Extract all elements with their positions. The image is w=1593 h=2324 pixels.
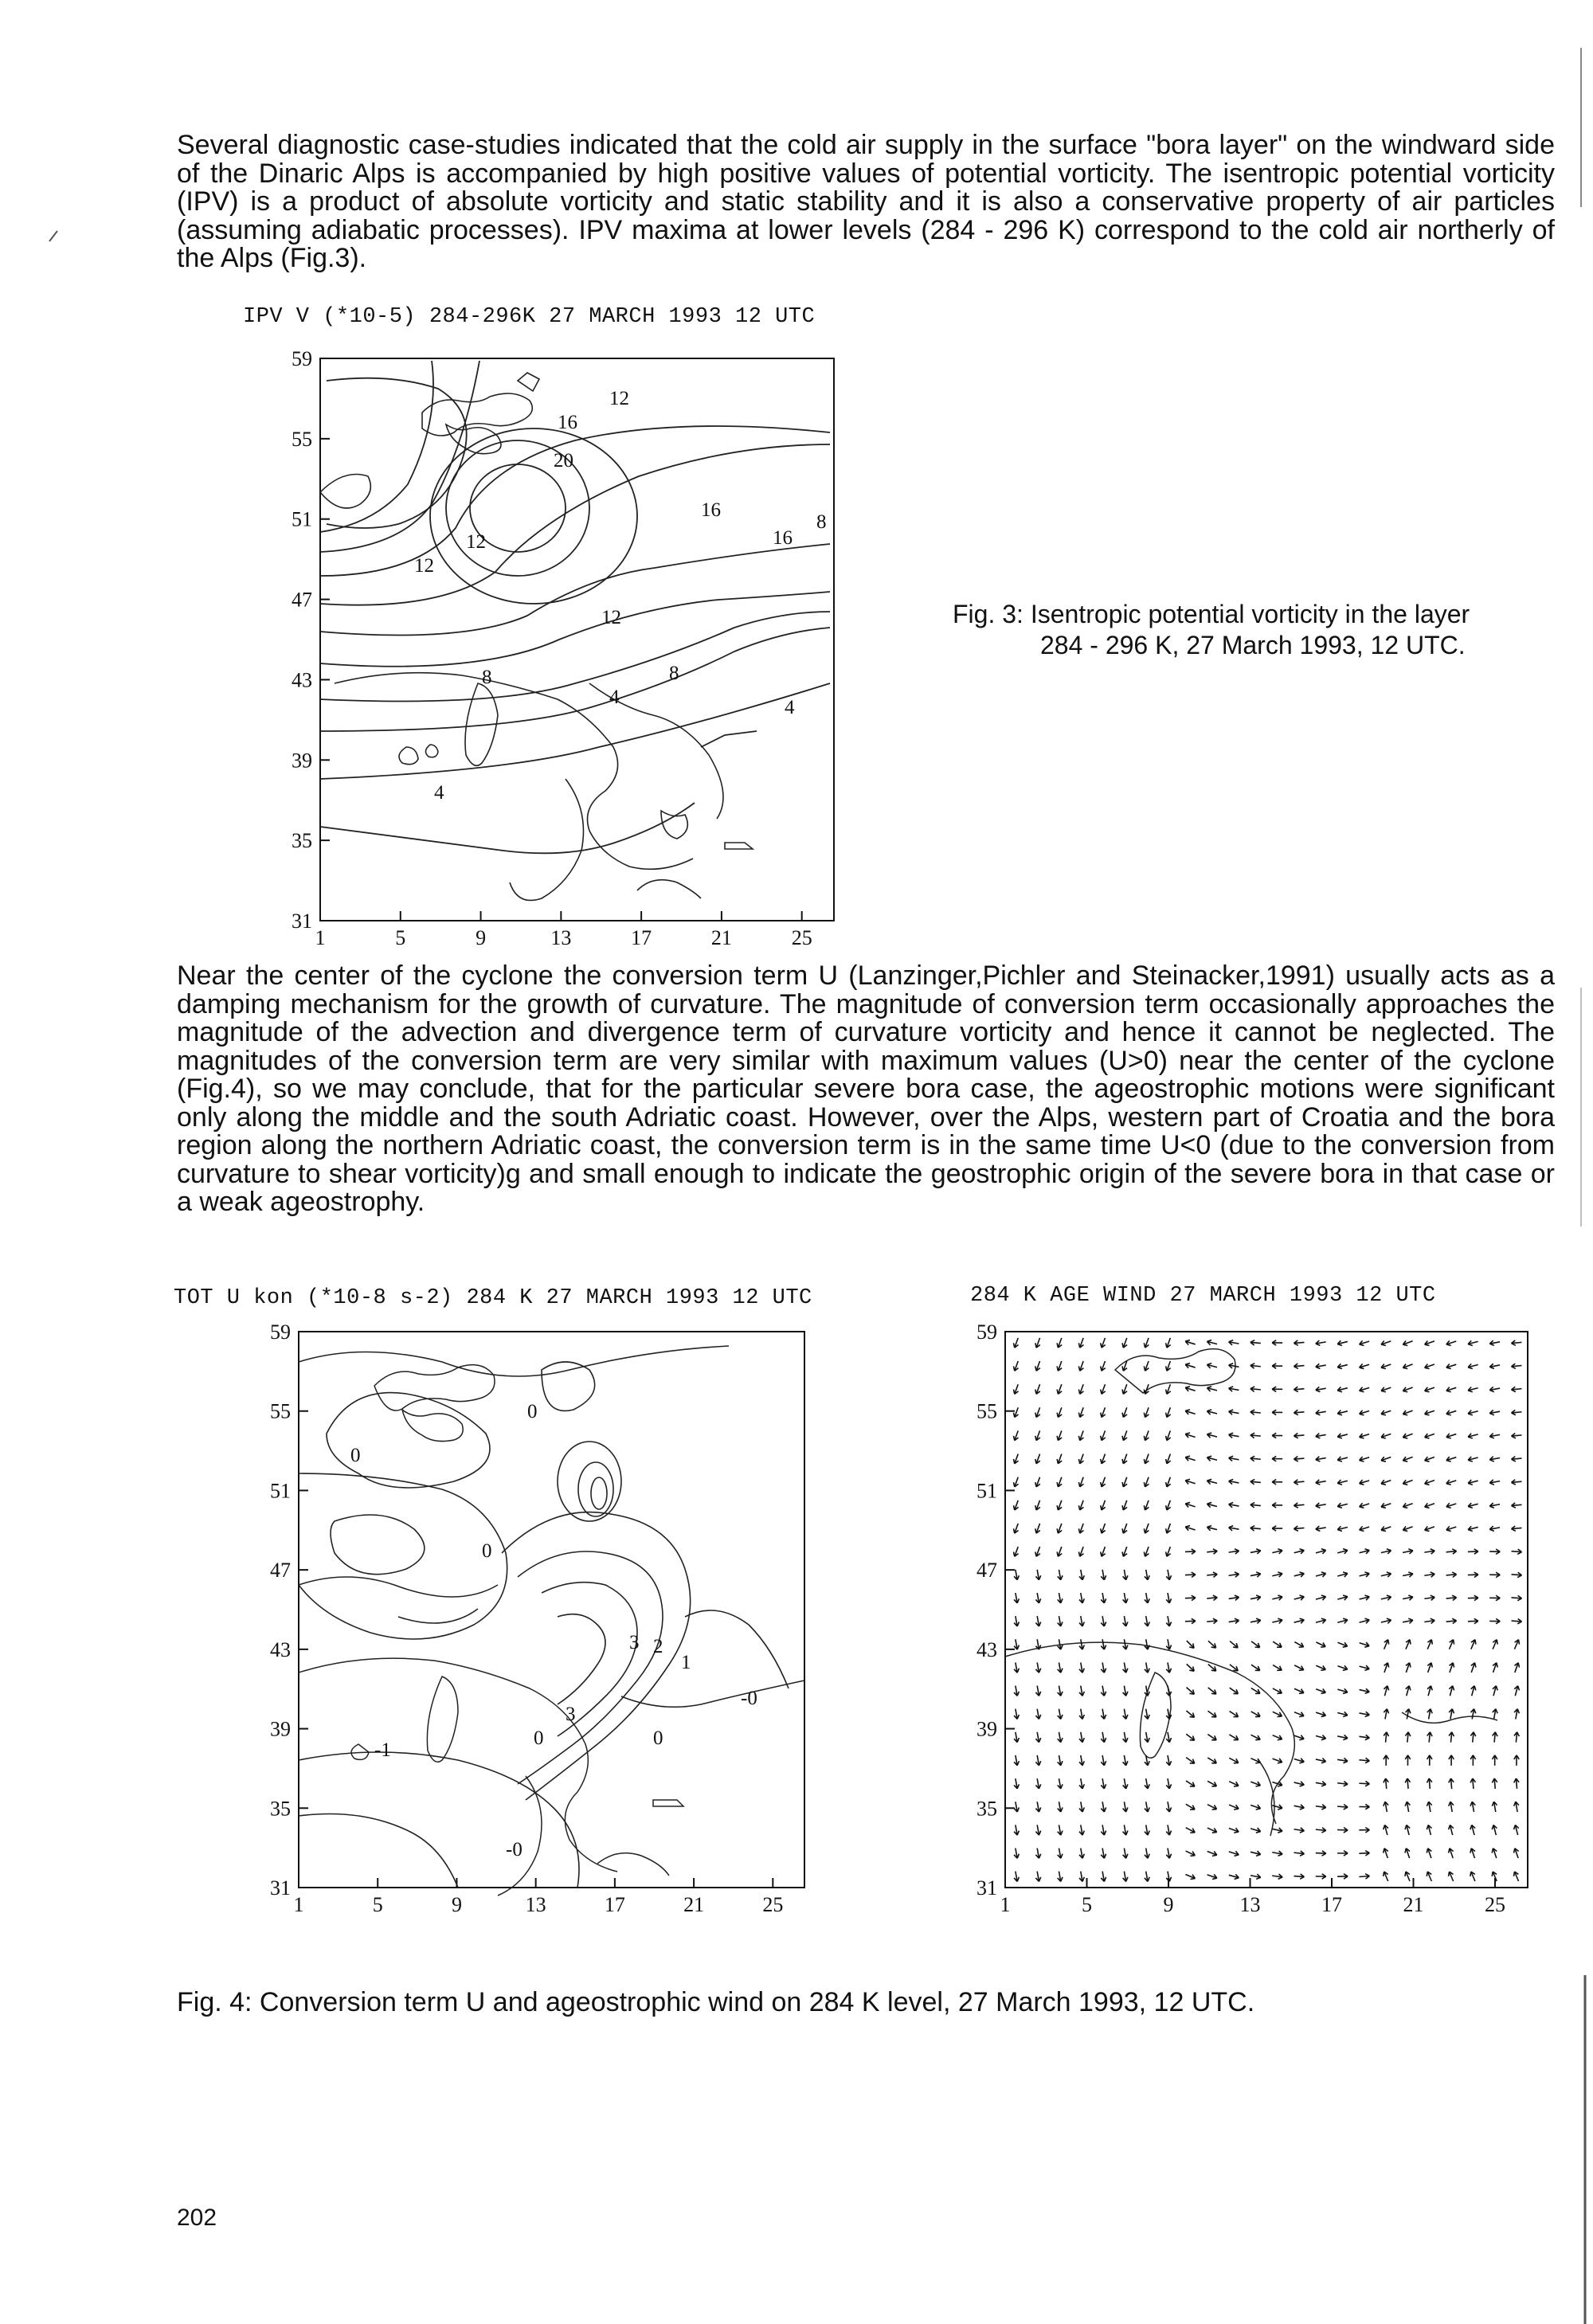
fig4a-contour-label: -0 bbox=[506, 1839, 523, 1860]
paragraph-conversion-term-text: Near the center of the cyclone the conversion term U (Lanzinger,Pichler and Steinacker,1991) usually acts as a damping mechanism for the growth of curvature. The magnitude of conversion term occasionally approaches the magnitude of the advection and divergence term of curvature vorticity and hence it cannot be neglected. The magnitudes of the conversion term are very similar with maximum values (U>0) near the center of the cyclone (Fig.4), so we may conclude, that for the particular severe bora case, the ageostrophic motions were significant only along the middle and the south Adriatic coast. However, over the Alps, western part of Croatia and the bora region along the northern Adriatic coast, the conversion term is in the same time U<0 (due to the conversion from curvature to shear vorticity)g and small enough to indicate the geostrophic origin of the severe bora in that case or a weak ageostrophy. bbox=[177, 961, 1555, 1217]
fig4b-x-tick-label: 1 bbox=[1000, 1893, 1011, 1916]
fig3-x-tick-label: 25 bbox=[791, 926, 812, 949]
fig4a-y-tick-label: 39 bbox=[270, 1717, 291, 1741]
fig4b-y-tick-label: 43 bbox=[977, 1637, 997, 1661]
fig3-x-tick-label: 13 bbox=[550, 926, 572, 949]
fig4a-y-tick-label: 31 bbox=[270, 1876, 291, 1899]
fig3-y-tick-label: 31 bbox=[292, 910, 312, 933]
fig3-x-tick-label: 17 bbox=[631, 926, 652, 949]
fig4-caption: Fig. 4: Conversion term U and ageostrophic wind on 284 K level, 27 March 1993, 12 UTC. bbox=[177, 1987, 1255, 2017]
fig4a-y-tick-label: 43 bbox=[270, 1637, 291, 1661]
fig4a-y-tick-label: 35 bbox=[270, 1797, 291, 1821]
fig4a-x-tick-label: 13 bbox=[525, 1893, 546, 1916]
fig3-caption-line2: 284 - 296 K, 27 March 1993, 12 UTC. bbox=[1040, 631, 1466, 659]
fig4a-plot-title: TOT U kon (*10-8 s-2) 284 K 27 MARCH 1993 12 UTC bbox=[174, 1286, 812, 1310]
fig3-y-tick-label: 47 bbox=[292, 588, 312, 612]
fig4b-x-tick-label: 9 bbox=[1163, 1893, 1174, 1916]
fig4a-y-tick-label: 55 bbox=[270, 1399, 291, 1423]
fig4b-y-tick-label: 51 bbox=[977, 1479, 997, 1503]
fig3-contour-label: 12 bbox=[414, 555, 434, 577]
fig4b-y-tick-label: 39 bbox=[977, 1717, 997, 1741]
fig4a-contour-label: 2 bbox=[653, 1636, 663, 1657]
fig3-contour-label: 12 bbox=[609, 388, 629, 409]
fig3-contour-label: 16 bbox=[558, 412, 577, 433]
fig4b-plot-title: 284 K AGE WIND 27 MARCH 1993 12 UTC bbox=[970, 1284, 1436, 1308]
fig4a-contour-label: 0 bbox=[527, 1401, 538, 1422]
fig4a-contour-label: -1 bbox=[374, 1739, 391, 1761]
fig3-contour-label: 12 bbox=[466, 531, 486, 553]
fig3-y-tick-label: 51 bbox=[292, 507, 312, 531]
fig3-contour-label: 20 bbox=[554, 450, 573, 471]
fig4a-x-tick-label: 5 bbox=[372, 1893, 383, 1916]
fig3-contour-label: 16 bbox=[773, 527, 793, 549]
fig4a-y-tick-label: 59 bbox=[270, 1320, 291, 1344]
fig3-contour-label: 16 bbox=[701, 499, 721, 521]
fig4b-x-tick-label: 17 bbox=[1321, 1893, 1342, 1916]
fig4a-contour-label: 3 bbox=[629, 1632, 640, 1653]
fig4a-x-tick-label: 9 bbox=[451, 1893, 462, 1916]
fig4b-x-tick-label: 21 bbox=[1403, 1893, 1424, 1916]
fig4a-contour-label: -0 bbox=[741, 1688, 757, 1709]
fig3-contour-label: 12 bbox=[601, 607, 621, 628]
fig3-y-tick-label: 35 bbox=[292, 829, 312, 853]
fig3-contour-label: 8 bbox=[816, 511, 827, 533]
fig4b-y-tick-label: 31 bbox=[977, 1876, 997, 1899]
fig4b-x-tick-label: 25 bbox=[1485, 1893, 1505, 1916]
fig3-x-tick-label: 21 bbox=[710, 926, 732, 949]
fig4a-contour-label: 1 bbox=[681, 1652, 691, 1673]
fig4a-contour-label: 0 bbox=[482, 1540, 492, 1562]
fig4a-contour-label: 0 bbox=[653, 1727, 663, 1749]
fig4a-y-tick-label: 51 bbox=[270, 1479, 291, 1503]
fig4b-y-tick-label: 55 bbox=[977, 1399, 997, 1423]
page-number: 202 bbox=[177, 2205, 217, 2231]
fig3-x-tick-label: 1 bbox=[315, 926, 326, 949]
fig4b-y-tick-label: 35 bbox=[977, 1797, 997, 1821]
fig3-caption-line1: Fig. 3: Isentropic potential vorticity in the layer bbox=[953, 600, 1470, 628]
fig4a-x-tick-label: 25 bbox=[762, 1893, 784, 1916]
fig4b-x-tick-label: 5 bbox=[1082, 1893, 1092, 1916]
fig4b-y-tick-label: 59 bbox=[977, 1320, 997, 1344]
fig4a-contour-label: 3 bbox=[566, 1704, 576, 1725]
fig3-x-tick-label: 9 bbox=[476, 926, 487, 949]
fig3-y-tick-label: 55 bbox=[292, 427, 312, 451]
paragraph-ipv-intro-text: Several diagnostic case-studies indicated that the cold air supply in the surface "bora layer" on the windward side of the Dinaric Alps is accompanied by high positive values of potential vorticity. The isentropic potential vorticity (IPV) is a product of absolute vorticity and static stability and it is also a conservative property of air particles (assuming adiabatic processes). IPV maxima at lower levels (284 - 296 K) correspond to the cold air northerly of the Alps (Fig.3). bbox=[177, 130, 1555, 273]
fig4a-x-tick-label: 1 bbox=[293, 1893, 304, 1916]
fig3-contour-label: 8 bbox=[482, 667, 492, 688]
fig4a-contour-label: 0 bbox=[350, 1445, 361, 1466]
fig4b-y-tick-label: 47 bbox=[977, 1559, 997, 1583]
fig4a-x-tick-label: 21 bbox=[683, 1893, 705, 1916]
fig3-contour-label: 4 bbox=[785, 697, 795, 718]
fig3-x-tick-label: 5 bbox=[395, 926, 406, 949]
fig4a-contour-label: 0 bbox=[534, 1727, 544, 1749]
fig3-y-tick-label: 43 bbox=[292, 668, 312, 692]
fig4b-x-tick-label: 13 bbox=[1239, 1893, 1261, 1916]
fig3-contour-label: 4 bbox=[609, 687, 620, 708]
fig4a-y-tick-label: 47 bbox=[270, 1559, 291, 1583]
fig3-y-tick-label: 59 bbox=[292, 347, 312, 370]
fig4a-x-tick-label: 17 bbox=[604, 1893, 625, 1916]
fig3-y-tick-label: 39 bbox=[292, 749, 312, 773]
fig3-plot-title: IPV V (*10-5) 284-296K 27 MARCH 1993 12 UTC bbox=[243, 305, 816, 329]
fig3-contour-label: 4 bbox=[434, 782, 444, 804]
fig3-contour-label: 8 bbox=[669, 663, 679, 684]
